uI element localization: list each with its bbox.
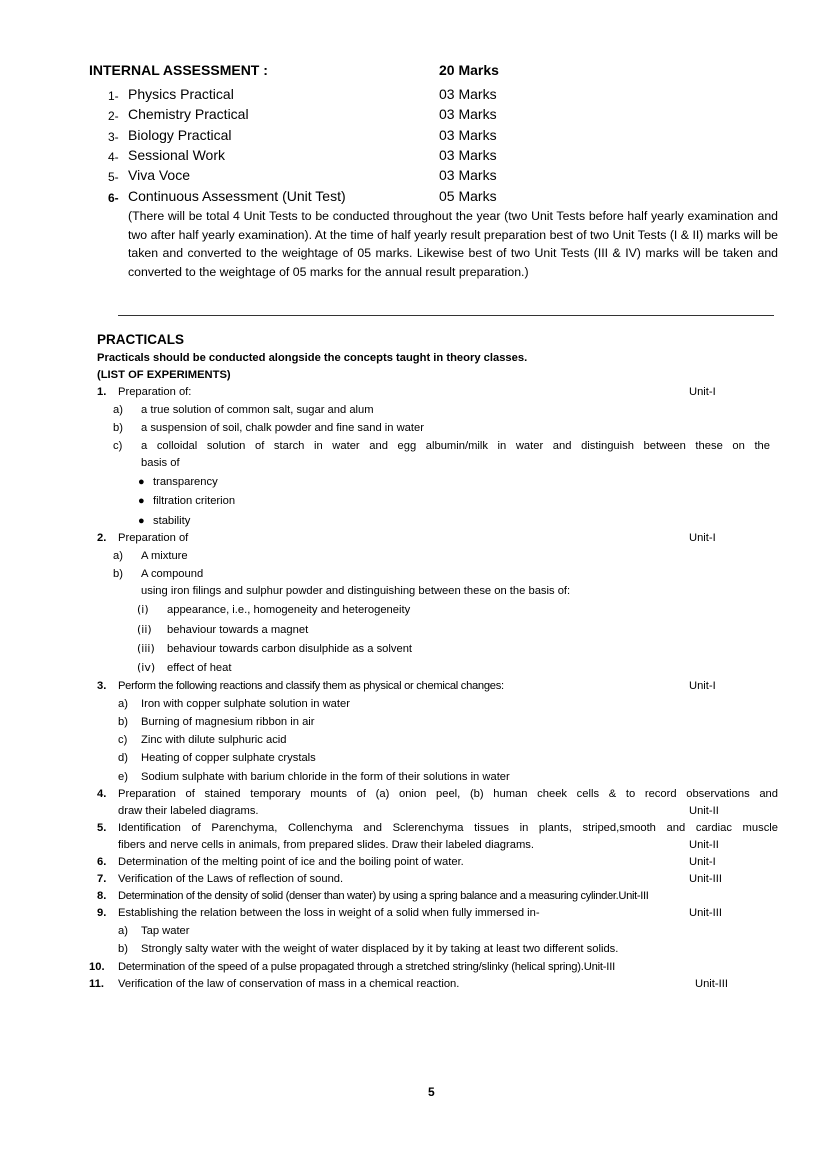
experiment-text: Determination of the melting point of ice and the boiling point of water. — [118, 856, 464, 868]
roman-marker: (iv) — [137, 661, 156, 674]
experiment-number: 2. — [97, 532, 107, 544]
experiment-unit: Unit-I — [689, 680, 716, 692]
experiment-title: Preparation of — [118, 532, 189, 544]
experiment-text: Determination of the speed of a pulse propagated through a stretched string/slinky (helical spring).Unit-III — [118, 961, 616, 973]
assessment-label: Biology Practical — [128, 127, 232, 143]
experiment-number: 11. — [89, 978, 104, 990]
experiment-unit: Unit-III — [689, 873, 722, 885]
experiment-text: Establishing the relation between the loss in weight of a solid when fully immersed in- — [118, 907, 540, 919]
bullet-icon: ● — [138, 515, 145, 527]
bullet-text: filtration criterion — [153, 495, 236, 507]
sub-item-text: A mixture — [141, 550, 188, 562]
sub-item-marker: b) — [113, 568, 123, 580]
experiment-unit: Unit-I — [689, 386, 716, 398]
sub-item-text: Heating of copper sulphate crystals — [141, 752, 316, 764]
experiment-unit: Unit-I — [689, 532, 716, 544]
sub-item-marker: a) — [113, 404, 123, 416]
assessment-marks: 03 Marks — [439, 147, 497, 163]
experiment-text: Verification of the Laws of reflection of sound. — [118, 873, 344, 885]
unit-test-note: (There will be total 4 Unit Tests to be conducted throughout the year (two Unit Tests before half yearly examination and two after half yearly examination). At the time of half yearly result preparation best of two Unit Tests (I & II) marks will be taken and converted to the weightage of 05 marks. Likewise best of two Unit Tests (III & IV) marks will be taken and converted to the weightage of 05 marks for the annual result preparation.) — [128, 209, 778, 279]
roman-marker: (ii) — [137, 623, 152, 636]
bullet-text: transparency — [153, 476, 218, 488]
experiment-number: 8. — [97, 890, 107, 902]
experiment-unit: Unit-II — [689, 839, 719, 851]
assessment-label: Viva Voce — [128, 167, 191, 183]
experiment-number: 7. — [97, 873, 107, 885]
experiment-number: 10. — [89, 961, 105, 973]
sub-item-text: A compound — [141, 568, 204, 580]
sub-item-text: a colloidal solution of starch in water and egg albumin/milk in water and distinguish between these on the — [141, 440, 770, 452]
roman-marker: (i) — [137, 603, 149, 616]
experiment-title: Perform the following reactions and classify them as physical or chemical changes: — [118, 680, 504, 692]
experiments-list-title: (LIST OF EXPERIMENTS) — [97, 369, 231, 381]
experiment-text: Identification of Parenchyma, Collenchyma and Sclerenchyma tissues in plants, striped,smooth and cardiac muscle — [118, 822, 778, 834]
experiment-number: 6. — [97, 856, 107, 868]
experiment-text: Preparation of stained temporary mounts of (a) onion peel, (b) human cheek cells & to record observations and — [118, 788, 778, 800]
assessment-number: 6- — [108, 191, 119, 205]
bullet-text: stability — [153, 515, 191, 527]
sub-item-marker: a) — [118, 925, 128, 937]
section-divider — [118, 315, 774, 316]
assessment-number: 5- — [108, 170, 119, 184]
page-number: 5 — [428, 1085, 435, 1099]
sub-item-text: a suspension of soil, chalk powder and fine sand in water — [141, 422, 424, 434]
assessment-marks: 03 Marks — [439, 86, 497, 102]
sub-item-marker: d) — [118, 752, 128, 764]
sub-item-continuation: using iron filings and sulphur powder and distinguishing between these on the basis of: — [141, 585, 571, 597]
roman-item-text: behaviour towards a magnet — [167, 624, 309, 636]
assessment-marks: 05 Marks — [439, 188, 497, 204]
experiment-number: 1. — [97, 386, 107, 398]
sub-item-text: a true solution of common salt, sugar and alum — [141, 404, 374, 416]
roman-item-text: appearance, i.e., homogeneity and heterogeneity — [167, 604, 411, 616]
practicals-intro: Practicals should be conducted alongside the concepts taught in theory classes. — [97, 352, 528, 364]
sub-item-text: Burning of magnesium ribbon in air — [141, 716, 315, 728]
bullet-icon: ● — [138, 476, 145, 488]
sub-item-continuation: basis of — [141, 457, 180, 469]
assessment-marks: 03 Marks — [439, 127, 497, 143]
assessment-number: 2- — [108, 109, 119, 123]
sub-item-marker: a) — [118, 698, 128, 710]
assessment-marks: 03 Marks — [439, 167, 497, 183]
experiment-title: Preparation of: — [118, 386, 192, 398]
assessment-label: Physics Practical — [128, 86, 234, 102]
sub-item-text: Zinc with dilute sulphuric acid — [141, 734, 287, 746]
assessment-label: Sessional Work — [128, 147, 226, 163]
roman-item-text: behaviour towards carbon disulphide as a solvent — [167, 643, 413, 655]
sub-item-marker: b) — [113, 422, 123, 434]
sub-item-text: Tap water — [141, 925, 190, 937]
experiment-unit: Unit-II — [689, 805, 719, 817]
sub-item-marker: a) — [113, 550, 123, 562]
experiment-number: 3. — [97, 680, 107, 692]
practicals-title: PRACTICALS — [97, 332, 184, 347]
sub-item-text: Iron with copper sulphate solution in water — [141, 698, 350, 710]
experiment-number: 4. — [97, 788, 107, 800]
sub-item-marker: e) — [118, 771, 128, 783]
experiment-text-continuation: fibers and nerve cells in animals, from prepared slides. Draw their labeled diagrams. — [118, 839, 534, 851]
roman-marker: (iii) — [137, 642, 155, 655]
bullet-icon: ● — [138, 495, 145, 507]
experiment-unit: Unit-III — [689, 907, 722, 919]
assessment-label: Chemistry Practical — [128, 106, 249, 122]
roman-item-text: effect of heat — [167, 662, 232, 674]
assessment-number: 3- — [108, 130, 119, 144]
assessment-marks: 03 Marks — [439, 106, 497, 122]
experiment-unit: Unit-I — [689, 856, 716, 868]
sub-item-marker: b) — [118, 943, 128, 955]
sub-item-text: Sodium sulphate with barium chloride in the form of their solutions in water — [141, 771, 510, 783]
internal-assessment-total: 20 Marks — [439, 62, 499, 78]
experiment-text: Verification of the law of conservation of mass in a chemical reaction. — [118, 978, 460, 990]
experiment-unit: Unit-III — [695, 978, 728, 990]
experiment-number: 5. — [97, 822, 107, 834]
sub-item-marker: b) — [118, 716, 128, 728]
assessment-number: 1- — [108, 89, 119, 103]
experiment-text-continuation: draw their labeled diagrams. — [118, 805, 259, 817]
assessment-number: 4- — [108, 150, 119, 164]
sub-item-marker: c) — [118, 734, 128, 746]
internal-assessment-title: INTERNAL ASSESSMENT : — [89, 62, 268, 78]
sub-item-text: Strongly salty water with the weight of water displaced by it by taking at least two different solids. — [141, 943, 619, 955]
experiment-text: Determination of the density of solid (denser than water) by using a spring balance and a measuring cylinder.Unit-III — [118, 890, 649, 902]
sub-item-marker: c) — [113, 440, 123, 452]
assessment-label: Continuous Assessment (Unit Test) — [128, 188, 346, 204]
experiment-number: 9. — [97, 907, 107, 919]
